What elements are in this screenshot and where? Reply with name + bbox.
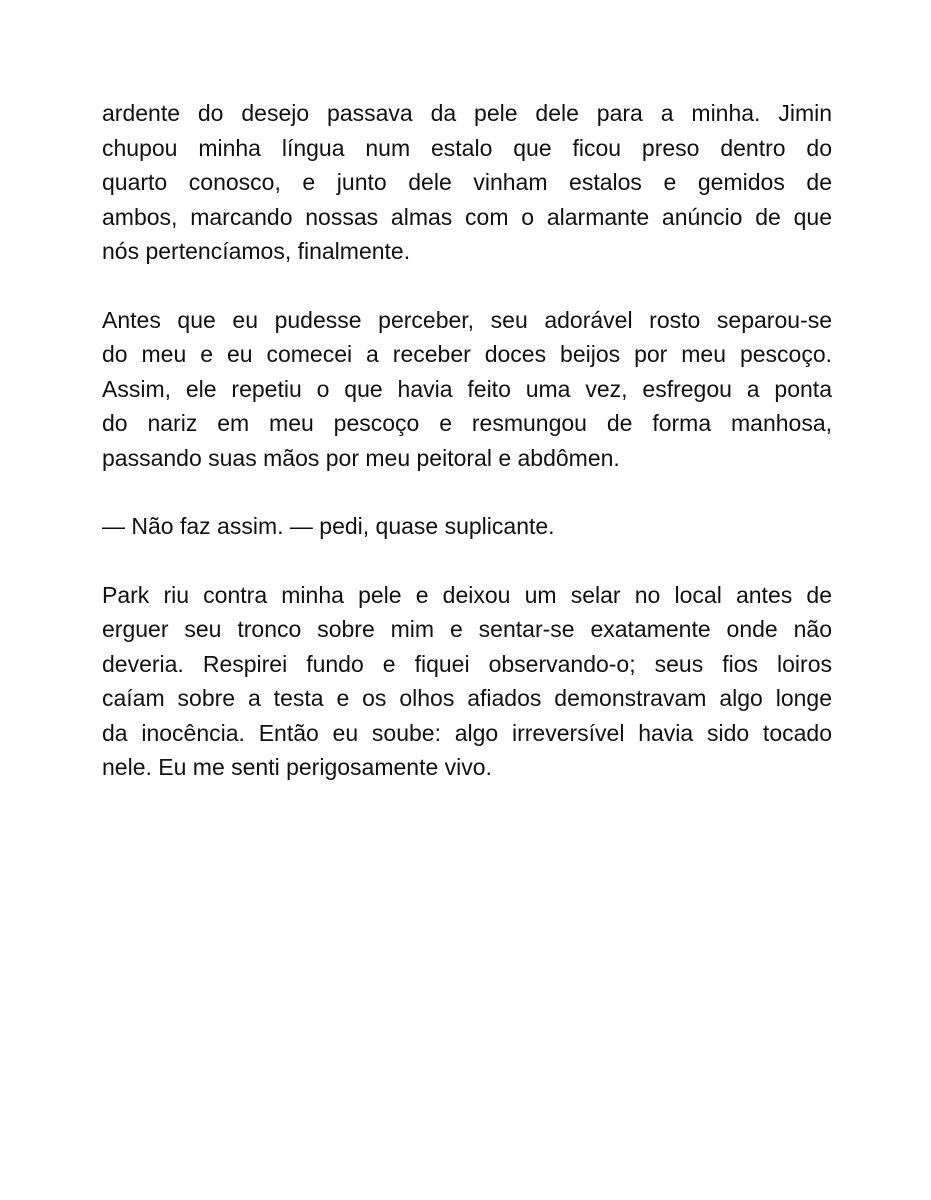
text-line: Antes que eu pudesse perceber, seu adorável rosto separou-se bbox=[102, 306, 832, 333]
document-body bbox=[102, 96, 832, 819]
text-line: nós pertencíamos, finalmente. bbox=[102, 238, 411, 264]
text-line: da inocência. Então eu soube: algo irreversível havia sido tocado bbox=[102, 719, 832, 746]
paragraph-3-dialogue bbox=[102, 509, 832, 544]
text-line: passando suas mãos por meu peitoral e abdômen. bbox=[102, 444, 620, 471]
text-line: erguer seu tronco sobre mim e sentar-se exatamente onde não bbox=[102, 616, 832, 642]
text-line: do nariz em meu pescoço e resmungou de forma manhosa, bbox=[102, 410, 832, 436]
text-line: nele. Eu me senti perigosamente vivo. bbox=[102, 754, 492, 780]
text-line: deveria. Respirei fundo e fiquei observando-o; seus fios loiros bbox=[102, 650, 832, 677]
text-line: ardente do desejo passava da pele dele para a minha. Jimin bbox=[102, 100, 832, 126]
text-line: caíam sobre a testa e os olhos afiados demonstravam algo longe bbox=[102, 685, 832, 711]
paragraph-1 bbox=[102, 96, 832, 269]
text-line: chupou minha língua num estalo que ficou preso dentro do bbox=[102, 134, 832, 161]
paragraph-4 bbox=[102, 578, 832, 785]
text-line: Park riu contra minha pele e deixou um selar no local antes de bbox=[102, 581, 832, 608]
text-line: ambos, marcando nossas almas com o alarmante anúncio de que bbox=[102, 203, 832, 230]
text-line: quarto conosco, e junto dele vinham estalos e gemidos de bbox=[102, 169, 832, 195]
text-line: do meu e eu comecei a receber doces beijos por meu pescoço. bbox=[102, 341, 832, 367]
paragraph-2 bbox=[102, 303, 832, 476]
text-line: Assim, ele repetiu o que havia feito uma vez, esfregou a ponta bbox=[102, 375, 832, 402]
text-line: — Não faz assim. — pedi, quase suplicante. bbox=[102, 513, 555, 539]
